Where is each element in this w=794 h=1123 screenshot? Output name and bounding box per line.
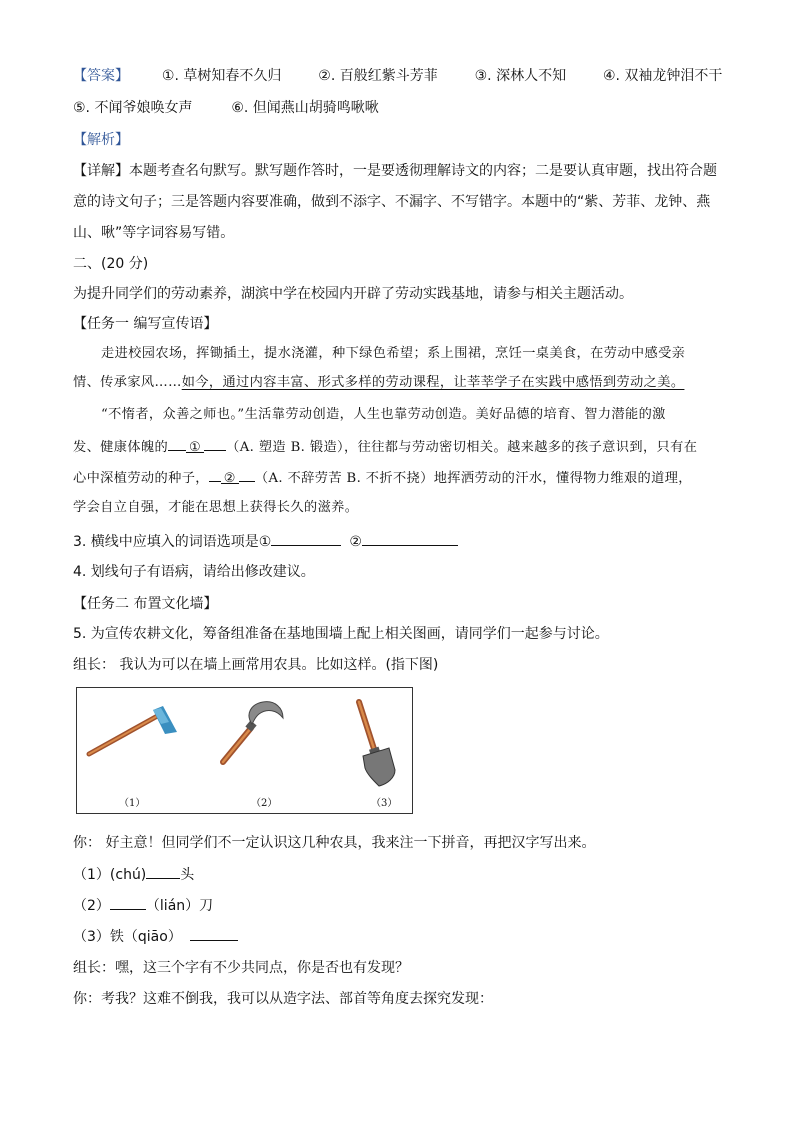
answer-line-2 <box>73 98 379 118</box>
blank-2-mark: ② <box>221 469 239 484</box>
caption-1: （1） <box>119 798 146 809</box>
passage2-line2-start: 发、健康体魄的 <box>73 440 169 455</box>
pinyin-item-2 <box>73 895 213 916</box>
passage2-line1-rest: 生活靠劳动创造，人生也靠劳动创造。美好品德的培育、智力潜能的激 <box>244 407 666 422</box>
analysis-detail-1: 【详解】本题考查名句默写。默写题作答时，一是要透彻理解诗文的内容；二是要认真审题，找出符合题 <box>73 163 717 179</box>
blank-1-mark: ① <box>186 438 204 453</box>
pinyin-item-3 <box>73 926 238 947</box>
passage1-line1: 走进校园农场，挥锄插土，提水浇灌，种下绿色希望；系上围裙，烹饪一桌美食，在劳动中感受亲 <box>101 346 686 361</box>
pinyin-item-1-suffix: 头 <box>180 867 195 883</box>
pinyin-item-1 <box>73 864 194 885</box>
pinyin-item-2-suffix: （lián）刀 <box>145 898 214 914</box>
leader-line-2: 组长：嘿，这三个字有不少共同点，你是否也有发现？ <box>73 960 409 976</box>
task1-title: 【任务一 编写宣传语】 <box>73 316 218 332</box>
question-4: 4. 划线句子有语病，请给出修改建议。 <box>73 564 315 580</box>
section-intro: 为提升同学们的劳动素养，湖滨中学在校园内开辟了劳动实践基地，请参与相关主题活动。 <box>73 286 633 302</box>
underlined-sentence: 如今，通过内容丰富、形式多样的劳动课程，让莘莘学子在实践中感悟到劳动之美。 <box>181 375 685 390</box>
question-3 <box>73 531 458 552</box>
leader-line-1: 组长： 我认为可以在墙上画常用农具。比如这样。(指下图) <box>73 657 439 673</box>
passage2-quote: “不惰者，众善之师也。” <box>101 407 245 422</box>
passage2-line3 <box>73 467 692 489</box>
passage2-line3-start: 心中深植劳动的种子， <box>73 471 209 486</box>
answer-item-1: ①. 草树知春不久归 <box>161 68 282 84</box>
passage1-line2 <box>73 373 684 393</box>
passage2-line4: 学会自立自强，才能在思想上获得长久的滋养。 <box>73 500 359 515</box>
pinyin-blank-2[interactable] <box>110 895 146 910</box>
analysis-detail-2: 意的诗文句子；三是答题内容要准确，做到不添字、不漏字、不写错字。本题中的“紫、芳菲、龙钟、燕 <box>73 194 711 210</box>
answer-item-6: ⑥. 但闻燕山胡骑鸣啾啾 <box>231 100 379 116</box>
tools-figure <box>76 687 413 814</box>
hoe-icon <box>89 706 177 754</box>
shovel-icon <box>359 702 395 786</box>
answer-item-5: ⑤. 不闻爷娘唤女声 <box>73 100 193 116</box>
caption-2: （2） <box>251 798 278 809</box>
sickle-icon <box>223 702 283 762</box>
pinyin-blank-3[interactable] <box>190 926 238 941</box>
section-heading: 二、(20 分) <box>73 256 149 272</box>
answer-item-4: ④. 双袖龙钟泪不干 <box>602 68 723 84</box>
answer-line <box>73 66 722 86</box>
passage2-line2 <box>73 436 697 458</box>
pinyin-item-3-label: （3）铁（qiāo） <box>73 929 182 945</box>
pinyin-blank-1[interactable] <box>146 864 180 879</box>
pinyin-item-2-label: （2） <box>73 898 110 914</box>
you-line-2: 你：考我？这难不倒我，我可以从造字法、部首等角度去探究发现： <box>73 991 493 1007</box>
caption-3: （3） <box>371 798 398 809</box>
question-5: 5. 为宣传农耕文化，筹备组准备在基地围墙上配上相关图画，请同学们一起参与讨论。 <box>73 626 609 642</box>
answer-tag: 【答案】 <box>73 68 129 84</box>
you-line-1: 你： 好主意！但同学们不一定认识这几种农具，我来注一下拼音，再把汉字写出来。 <box>73 835 596 851</box>
task2-title: 【任务二 布置文化墙】 <box>73 596 218 612</box>
passage1-line2-start: 情、传承家风…… <box>73 375 182 390</box>
answer-blank-1[interactable] <box>271 531 341 546</box>
answer-blank-2[interactable] <box>362 531 458 546</box>
question-3-text: 3. 横线中应填入的词语选项是① <box>73 534 272 550</box>
passage2-line2-rest: （A. 塑造 B. 锻造），往往都与劳动密切相关。越来越多的孩子意识到，只有在 <box>226 440 698 455</box>
analysis-detail-3: 山、啾”等字词容易写错。 <box>73 225 235 241</box>
answer-item-2: ②. 百般红紫斗芳菲 <box>318 68 438 84</box>
passage2-line1 <box>101 405 666 425</box>
analysis-tag: 【解析】 <box>73 132 129 148</box>
passage2-line3-rest: （A. 不辞劳苦 B. 不折不挠）地挥洒劳动的汗水，懂得物力维艰的道理， <box>254 471 692 486</box>
answer-item-3: ③. 深林人不知 <box>474 68 567 84</box>
question-3-mark-2: ② <box>349 534 362 550</box>
pinyin-item-1-label: （1）(chú) <box>73 867 147 883</box>
